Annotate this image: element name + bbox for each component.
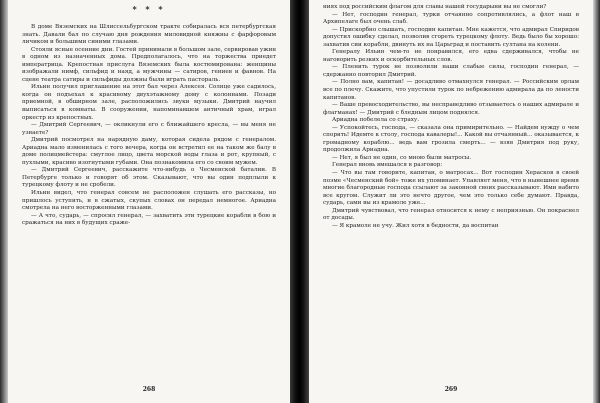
paragraph: — Дмитрий Сергеевич, расскажите что-нибудь о Чесменской баталии. В Петербурге только и говорят об этом. Сказывают, что вы один подплыли к турецкому флоту и не сробели. <box>22 167 276 189</box>
paragraph: — Я крамоле не учу. Жил хотя в бедности, да воспитан <box>332 222 499 229</box>
paragraph: — Нет, я был не один, со мною были матросы. <box>332 154 472 161</box>
paragraph: Ариадна побелела со страху. <box>332 117 420 124</box>
right-page-text <box>323 4 579 230</box>
paragraph: — Нет, господин генерал, турки отчаянно сопротивлялись, а флот наш в Архипелаге был очень слаб. <box>323 11 579 26</box>
section-ornament: * * * <box>132 4 166 14</box>
paragraph: Дмитрий посмотрел на нарядную даму, которая сидела рядом с генералом. Ариадна мало изменилась с того вечера, когда он встретил ее на таком же балу в доме полицмейстера: смуглое лицо, цвета морской воды глаза и рот, крупный, с пухлыми, красиво изогнутыми губами. Она познакомила его со своим мужем. <box>22 137 276 166</box>
paragraph: — Ваше превосходительство, вы несправедливо отзываетесь о наших адмирале и флагманах! — Дмитрий с бледным лицом поднялся. <box>323 102 579 116</box>
paragraph: Ильин видел, что генерал совсем не расположен слушать его рассказы, но пришлось уступить, и в сжатых, скупых словах он передал немногое. Ариадна смотрела на него восторженными глазами. <box>22 190 276 212</box>
paragraph: В доме Вяземских на Шлиссельбургском тракте собиралась вся петербургская знать. Давали бал по случаю дня рождения миловидной княжны с фарфоровым личиком и большими синими глазами. <box>22 24 276 46</box>
book-gutter <box>290 0 309 403</box>
paragraph: Генерал вновь вмешался в разговор: <box>332 162 443 169</box>
paragraph: — Дмитрий Сергеевич, — окликнули его с ближайшего кресла, — вы меня не узнаете? <box>22 122 276 136</box>
paragraph: — Пленить турок не позволили наши слабые силы, господин генерал, — сдержанно повторил Дмитрий. <box>323 64 579 78</box>
left-page-number: 268 <box>142 386 156 393</box>
left-page <box>8 0 290 403</box>
paragraph: Генералу Ильин чем-то не понравился, его едва сдерживался, чтобы не наговорить резких и оскорбительных слов. <box>323 49 579 63</box>
right-scan-edge <box>593 0 600 403</box>
left-page-text <box>22 24 276 228</box>
paragraph: Стояли ясные осенние дни. Гостей принимали в большом зале, сервировав ужин в одном из назначенных дома. Предполагалось, что на торжества приедет императрица. Крепостная прислуга Вяземских была костюмирована: женщины изображали нимф, сильфид и наяд, а мужчины — сатиров, гениев и фавнов. На сцене театра сатиры и сильфиды должны были играть пастораль. <box>22 46 276 83</box>
paragraph: Ильин получил приглашение на этот бал через Алексея. Солнце уже садилось, когда он подъехал к красивому двухэтажному дому с колоннами. Позади приемной, в обширном зале, расположились звуки музыки. Дмитрий научил выписаться в комнаты. В сооружении, напоминавшем античный храм, играл оркестр из крепостных. <box>22 84 276 121</box>
paragraph: Дмитрий чувствовал, что генерал относится к нему с неприязнью. Он покраснел от досады. <box>323 207 579 222</box>
right-page <box>309 0 593 403</box>
right-page-number: 269 <box>444 386 458 393</box>
paragraph: — Успокойтесь, господа, — сказала она примирительно. — Найдем нужду о чем спорить! Идемте к столу, господа кавалеры!... Какой вы отчаянный... оказывается, к громадному кораблю... ведь вам грозила смерть... — взяв Дмитрия под руку, продолжила Ариадна. <box>323 124 579 154</box>
paragraph: — Что вы там говорите, капитан, о матросах... Вот господин Херасков в своей поэме «Чесменский бой» тоже их упоминает. Упавляет меня, что в нынешнее время многие благородные господа ссылают за законной своих рассказывают. Ими набито все кругом. Служит ли это нечто другое, чем это только себе думают. Правда, сударь, сами вы из крамоле уже... <box>323 170 579 207</box>
paragraph: ниях под российским флагом для славы нашей государыни вы не смогли? <box>323 4 547 10</box>
paragraph: — Полно вам, капитан! — досадливо отмахнулся генерал. — Российским орлам все по плечу. Скажите, что упустили турок по небрежению адмирала да по лености капитанов. <box>323 79 579 101</box>
left-scan-edge <box>0 0 8 403</box>
paragraph: — А что, сударь, — спросил генерал, — захватить эти турецкие корабли в бою и сражаться на них в будущих сраже- <box>22 212 276 227</box>
paragraph: — Прискорбно слышать, господин капитан. Мне кажется, что адмирал Спиридов допустил ошибку сделал, позволив сгореть турецкому флоту. Ведь было бы хорошо: захватив сии корабли, двинуть их на Царьград и поставить султана на колени. <box>323 26 579 48</box>
